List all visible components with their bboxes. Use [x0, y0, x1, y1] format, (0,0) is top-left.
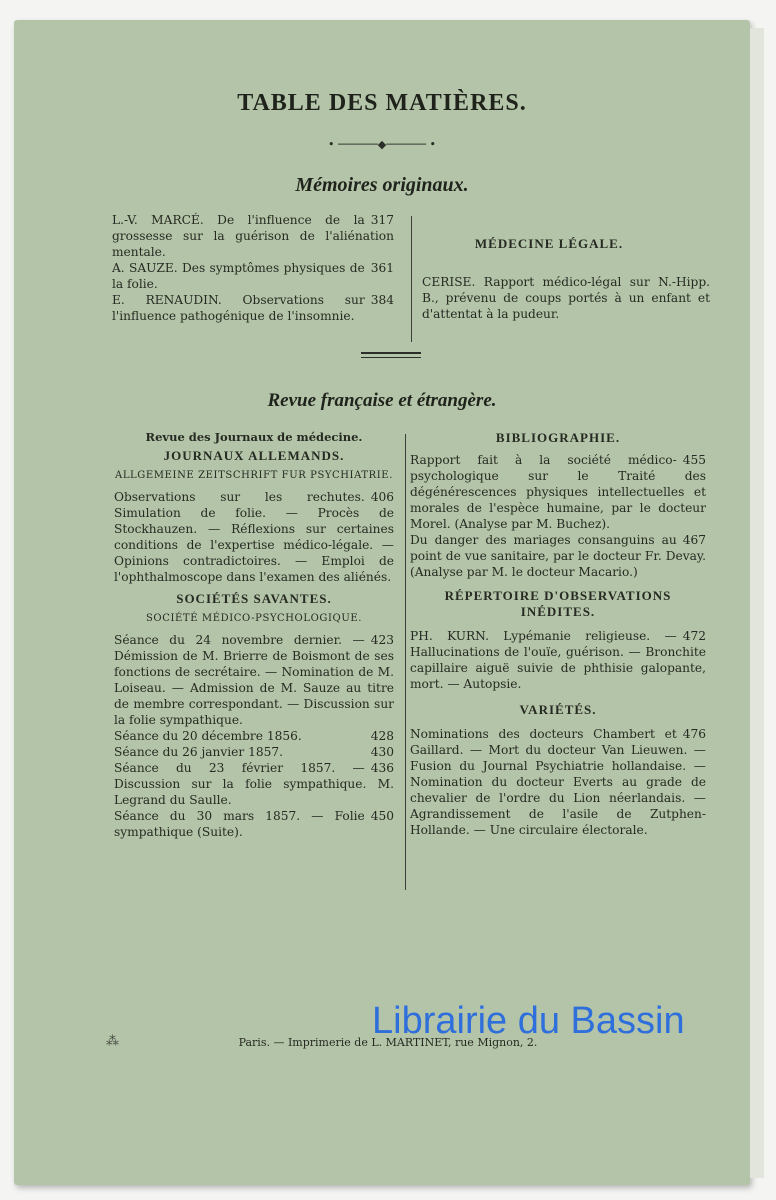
list-item: 406 Observations sur les rechutes. Simulation de folie. — Procès de Stockhauzen. — Réflexions sur certaines conditions de l'expertise médico-légale. — Opinions contradictoires. — Emploi de l'ophthalmoscope dans l'examen des aliénés.: [114, 490, 394, 584]
list-item: 430 Séance du 26 janvier 1857.: [114, 745, 394, 759]
list-item: 384 E. RENAUDIN. Observations sur l'influence pathogénique de l'insomnie.: [112, 293, 394, 323]
watermark-text: Librairie du Bassin: [372, 1000, 685, 1042]
list-item: 317 L.-V. MARCÉ. De l'influence de la grossesse sur la guérison de l'aliénation mentale.: [112, 213, 394, 259]
double-rule: [361, 357, 421, 358]
list-item: 455 Rapport fait à la société médico-psychologique sur le Traité des dégénérescences physiques intellectuelles et morales de l'espèce humaine, par le docteur Morel. (Analyse par M. Buchez).: [410, 453, 706, 531]
bibliographie-heading: BIBLIOGRAPHIE.: [495, 430, 621, 445]
list-item: 361 A. SAUZE. Des symptômes physiques de la folie.: [112, 261, 394, 291]
revue-right-column: [410, 430, 706, 838]
journaux-heading: JOURNAUX ALLEMANDS.: [163, 448, 345, 463]
list-item: 476 Nominations des docteurs Chambert et Gaillard. — Mort du docteur Van Lieuwen. — Fusion du Journal Psychiatrie hollandaise. — Nomination du docteur Everts au grade de chevalier de l'ordre du Lion néerlandais. — Agrandissement de l'asile de Zutphen-Hollande. — Une circulaire électorale.: [410, 727, 706, 837]
revue-intro: Revue des Journaux de médecine.: [145, 430, 363, 444]
varietes-heading: VARIÉTÉS.: [519, 702, 597, 717]
list-item: 423 Séance du 24 novembre dernier. — Démission de M. Brierre de Boismont de ses fonctions de secrétaire. — Nomination de M. Loiseau. — Admission de M. Sauze au titre de membre correspondant. — Discussion sur la folie sympathique.: [114, 633, 394, 727]
list-item: 428 Séance du 20 décembre 1856.: [114, 729, 394, 743]
list-item: 436 Séance du 23 février 1857. — Discussion sur la folie sympathique. M. Legrand du Saulle.: [114, 761, 394, 807]
revue-heading: Revue française et étrangère.: [267, 390, 497, 411]
memoires-list: [112, 212, 394, 324]
repertoire-heading: RÉPERTOIRE D'OBSERVATIONS INÉDITES.: [444, 588, 672, 619]
column-divider: [411, 216, 412, 342]
memoires-heading: Mémoires originaux.: [295, 174, 469, 196]
ornament-star-icon: ⁂: [106, 1034, 119, 1049]
medecine-legale-heading: MÉDECINE LÉGALE.: [474, 236, 624, 251]
medecine-legale-entry: CERISE. Rapport médico-légal sur N.-Hipp. B., prévenu de coups portés à un enfant et d'attentat à la pudeur.: [422, 275, 710, 321]
page-title: TABLE DES MATIÈRES.: [237, 90, 527, 116]
imprint-line: Paris. — Imprimerie de L. MARTINET, rue Mignon, 2.: [238, 1036, 538, 1049]
column-divider: [405, 434, 406, 890]
societes-heading: SOCIÉTÉS SAVANTES.: [176, 591, 332, 606]
ornament-divider: • ──────◆────── •: [328, 138, 436, 151]
list-item: 472 PH. KURN. Lypémanie religieuse. — Hallucinations de l'ouïe, guérison. — Bronchite capillaire aiguë suivie de phthisie galopante, mort. — Autopsie.: [410, 629, 706, 691]
list-item: 467 Du danger des mariages consanguins au point de vue sanitaire, par le docteur Fr. Devay. (Analyse par M. le docteur Macario.): [410, 533, 706, 579]
list-item: 450 Séance du 30 mars 1857. — Folie sympathique (Suite).: [114, 809, 394, 839]
double-rule: [361, 352, 421, 354]
zeitschrift-title: ALLGEMEINE ZEITSCHRIFT FUR PSYCHIATRIE.: [115, 470, 393, 481]
societe-subtitle: SOCIÉTÉ MÉDICO-PSYCHOLOGIQUE.: [145, 613, 363, 624]
revue-left-column: [114, 430, 394, 840]
